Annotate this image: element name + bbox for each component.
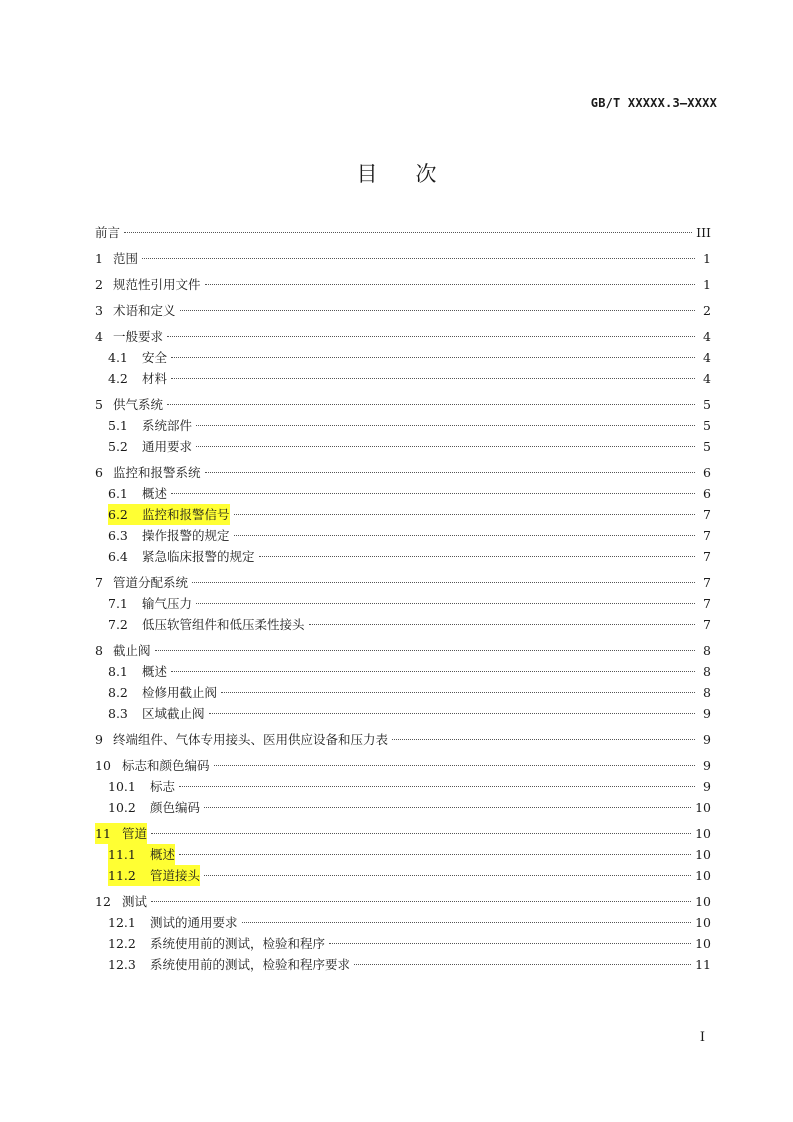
dot-leader (309, 624, 695, 625)
toc-entry-title: 低压软管组件和低压柔性接头 (142, 617, 305, 632)
toc-entry-text (95, 462, 201, 483)
toc-entry-title: 管道 (122, 826, 148, 841)
toc-entry-number: 10.1 (108, 779, 136, 794)
toc-entry-number: 12.2 (108, 936, 136, 951)
toc-entry[interactable] (95, 347, 711, 368)
dot-leader (171, 493, 695, 494)
toc-entry-text (95, 640, 151, 661)
toc-entry-page: 4 (703, 329, 711, 344)
page-number: I (699, 1030, 705, 1045)
toc-entry[interactable] (95, 483, 711, 504)
toc-entry-title: 监控和报警系统 (113, 465, 201, 480)
toc-entry-text (108, 661, 167, 682)
dot-leader (167, 336, 695, 337)
toc-entry-title: 安全 (142, 350, 168, 365)
toc-entry-title: 终端组件、气体专用接头、医用供应设备和压力表 (113, 732, 389, 747)
toc-entry-page: 5 (703, 418, 711, 433)
dot-leader (234, 514, 695, 515)
toc-entry-text (95, 248, 138, 269)
toc-entry-page: 9 (703, 706, 711, 721)
dot-leader (171, 671, 695, 672)
toc-entry-text (95, 326, 163, 347)
toc-entry-title: 测试 (122, 894, 148, 909)
toc-entry-text (108, 954, 350, 975)
table-of-contents (95, 222, 711, 975)
toc-entry-number: 8 (95, 643, 103, 658)
toc-entry[interactable] (95, 274, 711, 295)
toc-entry[interactable] (95, 933, 711, 954)
toc-entry-text (108, 593, 192, 614)
toc-entry-title: 截止阀 (113, 643, 151, 658)
toc-entry[interactable] (95, 614, 711, 635)
toc-entry-title: 系统使用前的测试，检验和程序要求 (150, 957, 351, 972)
toc-entry-text (108, 436, 192, 457)
toc-entry[interactable] (95, 248, 711, 269)
toc-entry-text (108, 368, 167, 389)
dot-leader (142, 258, 695, 259)
toc-entry-page: 10 (695, 868, 711, 883)
toc-entry[interactable] (95, 755, 711, 776)
dot-leader (354, 964, 691, 965)
toc-entry-number: 11 (95, 826, 111, 841)
toc-entry-number: 3 (95, 303, 103, 318)
toc-entry[interactable] (95, 546, 711, 567)
dot-leader (234, 535, 695, 536)
toc-entry-number: 7.1 (108, 596, 128, 611)
dot-leader (151, 833, 691, 834)
toc-entry-text (108, 865, 200, 886)
dot-leader (221, 692, 695, 693)
toc-entry-text (108, 933, 325, 954)
toc-entry-text (108, 844, 175, 865)
toc-entry-number: 6.1 (108, 486, 128, 501)
toc-entry-page: 10 (695, 936, 711, 951)
toc-entry-text (108, 525, 230, 546)
toc-entry-page: 10 (695, 915, 711, 930)
toc-entry-number: 7.2 (108, 617, 128, 632)
toc-entry-number: 8.3 (108, 706, 128, 721)
toc-entry-title: 通用要求 (142, 439, 193, 454)
toc-entry[interactable] (95, 222, 711, 243)
dot-leader (204, 875, 691, 876)
toc-entry-number: 8.1 (108, 664, 128, 679)
toc-entry-page: 10 (695, 826, 711, 841)
toc-entry-title: 监控和报警信号 (142, 507, 230, 522)
toc-entry-number: 4.1 (108, 350, 128, 365)
toc-entry-page: III (696, 225, 711, 240)
toc-entry-text (108, 415, 192, 436)
toc-entry[interactable] (95, 912, 711, 933)
toc-entry[interactable] (95, 572, 711, 593)
toc-entry-page: 6 (703, 486, 711, 501)
toc-entry-number: 11.2 (108, 868, 136, 883)
toc-entry[interactable] (95, 436, 711, 457)
toc-entry-text (108, 797, 200, 818)
toc-entry-title: 供气系统 (113, 397, 164, 412)
toc-entry-page: 4 (703, 350, 711, 365)
dot-leader (196, 425, 695, 426)
dot-leader (171, 357, 695, 358)
toc-entry-text (108, 682, 217, 703)
toc-entry-page: 9 (703, 732, 711, 747)
toc-entry-title: 紧急临床报警的规定 (142, 549, 255, 564)
toc-entry-text (108, 776, 175, 797)
toc-entry-title: 测试的通用要求 (150, 915, 238, 930)
toc-entry-title: 概述 (150, 847, 176, 862)
toc-entry-title: 术语和定义 (113, 303, 176, 318)
toc-entry[interactable] (95, 703, 711, 724)
toc-entry-page: 9 (703, 779, 711, 794)
toc-entry-page: 8 (703, 685, 711, 700)
standard-code: GB/T XXXXX.3—XXXX (590, 96, 717, 110)
toc-entry-page: 7 (703, 549, 711, 564)
toc-entry-page: 8 (703, 664, 711, 679)
toc-entry-text (95, 729, 388, 750)
page-title: 目次 (356, 162, 475, 186)
toc-entry-text (108, 703, 205, 724)
toc-entry-number: 6 (95, 465, 103, 480)
toc-entry-page: 1 (703, 277, 711, 292)
toc-entry-title: 前言 (95, 225, 121, 240)
toc-entry-page: 5 (703, 397, 711, 412)
toc-entry-text (95, 394, 163, 415)
toc-entry-number: 2 (95, 277, 103, 292)
toc-entry-text (108, 504, 230, 525)
toc-entry-text (108, 546, 255, 567)
toc-entry[interactable] (95, 504, 711, 525)
toc-entry-number: 12 (95, 894, 111, 909)
toc-entry-page: 11 (695, 957, 711, 972)
toc-entry-title: 系统部件 (142, 418, 193, 433)
toc-entry-page: 10 (695, 800, 711, 815)
toc-entry[interactable] (95, 891, 711, 912)
toc-entry-number: 9 (95, 732, 103, 747)
dot-leader (192, 582, 695, 583)
dot-leader (179, 786, 695, 787)
toc-entry-title: 输气压力 (142, 596, 193, 611)
toc-entry[interactable] (95, 300, 711, 321)
toc-entry[interactable] (95, 823, 711, 844)
dot-leader (167, 404, 695, 405)
dot-leader (196, 603, 695, 604)
dot-leader (151, 901, 691, 902)
dot-leader (179, 854, 691, 855)
toc-entry-title: 概述 (142, 664, 168, 679)
toc-entry-text (108, 347, 167, 368)
dot-leader (205, 284, 695, 285)
toc-entry-page: 6 (703, 465, 711, 480)
toc-entry[interactable] (95, 954, 711, 975)
toc-entry-page: 7 (703, 617, 711, 632)
toc-entry-title: 标志 (150, 779, 176, 794)
toc-entry-number: 11.1 (108, 847, 136, 862)
toc-entry-text (108, 483, 167, 504)
toc-entry-page: 4 (703, 371, 711, 386)
toc-entry-title: 材料 (142, 371, 168, 386)
dot-leader (204, 807, 691, 808)
toc-entry-title: 标志和颜色编码 (122, 758, 210, 773)
toc-entry-page: 2 (703, 303, 711, 318)
toc-entry-number: 4 (95, 329, 103, 344)
dot-leader (242, 922, 692, 923)
dot-leader (180, 310, 695, 311)
toc-entry[interactable] (95, 394, 711, 415)
toc-entry-title: 颜色编码 (150, 800, 201, 815)
toc-entry-number: 5 (95, 397, 103, 412)
toc-entry-title: 规范性引用文件 (113, 277, 201, 292)
toc-entry-page: 1 (703, 251, 711, 266)
toc-entry-page: 10 (695, 894, 711, 909)
toc-entry-title: 区域截止阀 (142, 706, 205, 721)
toc-entry-text (108, 614, 305, 635)
toc-entry[interactable] (95, 593, 711, 614)
toc-entry-title: 范围 (113, 251, 139, 266)
toc-entry-number: 5.1 (108, 418, 128, 433)
toc-entry-number: 10 (95, 758, 111, 773)
toc-entry-page: 9 (703, 758, 711, 773)
toc-entry-number: 8.2 (108, 685, 128, 700)
toc-entry-page: 7 (703, 507, 711, 522)
toc-entry-number: 12.3 (108, 957, 136, 972)
toc-entry-title: 概述 (142, 486, 168, 501)
toc-entry-text (95, 300, 176, 321)
toc-entry[interactable] (95, 368, 711, 389)
toc-entry[interactable] (95, 640, 711, 661)
toc-entry-text (95, 274, 201, 295)
toc-entry-number: 10.2 (108, 800, 136, 815)
dot-leader (209, 713, 695, 714)
toc-entry[interactable] (95, 525, 711, 546)
toc-entry[interactable] (95, 844, 711, 865)
toc-entry-title: 管道分配系统 (113, 575, 189, 590)
toc-entry-title: 管道接头 (150, 868, 201, 883)
toc-entry[interactable] (95, 729, 711, 750)
dot-leader (259, 556, 695, 557)
toc-entry-text (95, 222, 120, 243)
toc-entry[interactable] (95, 797, 711, 818)
toc-entry-page: 5 (703, 439, 711, 454)
toc-entry[interactable] (95, 661, 711, 682)
toc-entry-text (95, 572, 188, 593)
toc-entry[interactable] (95, 462, 711, 483)
toc-entry[interactable] (95, 326, 711, 347)
toc-entry[interactable] (95, 776, 711, 797)
dot-leader (214, 765, 695, 766)
dot-leader (171, 378, 695, 379)
toc-entry-page: 10 (695, 847, 711, 862)
toc-entry-text (108, 912, 238, 933)
toc-entry-page: 8 (703, 643, 711, 658)
dot-leader (155, 650, 695, 651)
dot-leader (124, 232, 692, 233)
toc-entry[interactable] (95, 865, 711, 886)
toc-entry[interactable] (95, 682, 711, 703)
dot-leader (392, 739, 695, 740)
toc-entry-number: 1 (95, 251, 103, 266)
toc-entry-number: 4.2 (108, 371, 128, 386)
toc-entry-text (95, 891, 147, 912)
toc-entry-page: 7 (703, 528, 711, 543)
toc-entry-page: 7 (703, 575, 711, 590)
toc-entry-number: 5.2 (108, 439, 128, 454)
toc-entry-number: 6.3 (108, 528, 128, 543)
toc-entry-text (95, 823, 147, 844)
toc-entry-page: 7 (703, 596, 711, 611)
dot-leader (329, 943, 691, 944)
toc-entry-number: 6.4 (108, 549, 128, 564)
toc-entry-title: 检修用截止阀 (142, 685, 218, 700)
dot-leader (205, 472, 695, 473)
toc-entry[interactable] (95, 415, 711, 436)
toc-entry-title: 一般要求 (113, 329, 164, 344)
toc-entry-title: 系统使用前的测试，检验和程序 (150, 936, 326, 951)
dot-leader (196, 446, 695, 447)
toc-entry-number: 12.1 (108, 915, 136, 930)
toc-entry-number: 7 (95, 575, 103, 590)
toc-entry-number: 6.2 (108, 507, 128, 522)
toc-entry-title: 操作报警的规定 (142, 528, 230, 543)
toc-entry-text (95, 755, 210, 776)
